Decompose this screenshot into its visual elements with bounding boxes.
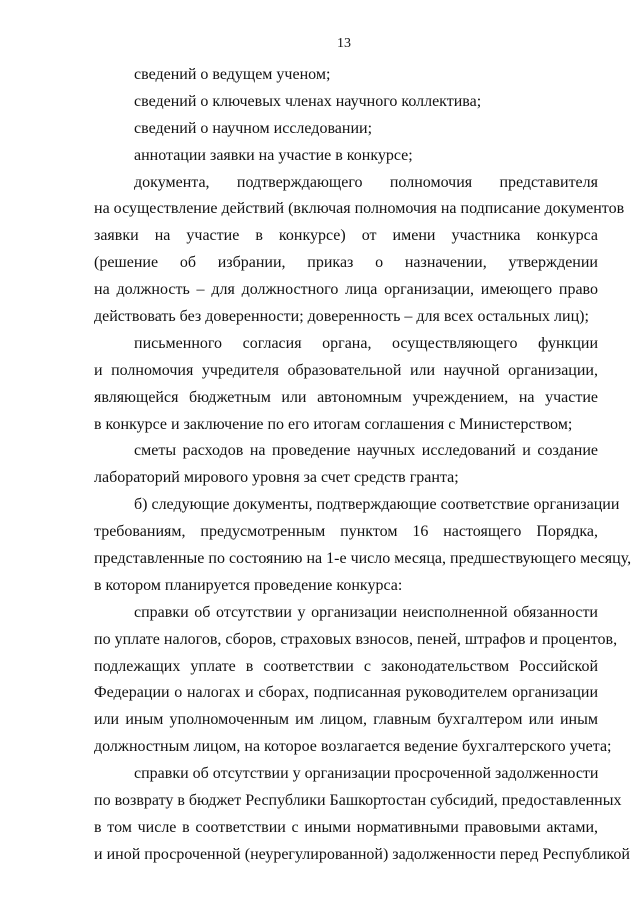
text-line: требованиям, предусмотренным пунктом 16 настоящего Порядка,: [94, 523, 598, 541]
text-line: или иным уполномоченным им лицом, главным бухгалтером или иным: [94, 711, 598, 729]
text-line: сметы расходов на проведение научных исследований и создание: [134, 442, 598, 460]
text-line: должностным лицом, на которое возлагается ведение бухгалтерского учета;: [94, 738, 612, 756]
text-line: на осуществление действий (включая полномочия на подписание документов: [94, 200, 625, 218]
paragraph: [94, 170, 625, 331]
text-line: заявки на участие в конкурсе) от имени участника конкурса: [94, 227, 598, 245]
page-number: 13: [337, 36, 351, 51]
text-line: (решение об избрании, приказ о назначении, утверждении: [94, 254, 598, 272]
text-line: справки об отсутствии у организации просроченной задолженности: [134, 765, 599, 783]
paragraph: [94, 143, 598, 170]
text-line: являющейся бюджетным или автономным учреждением, на участие: [94, 388, 598, 406]
text-line: документа, подтверждающего полномочия представителя: [134, 173, 598, 191]
paragraph: [94, 62, 598, 89]
text-line: в конкурсе и заключение по его итогам соглашения с Министерством;: [94, 415, 573, 433]
paragraph: [94, 492, 632, 600]
paragraph: [94, 761, 630, 869]
document-body: [94, 62, 632, 869]
text-line: аннотации заявки на участие в конкурсе;: [134, 146, 413, 164]
text-line: на должность – для должностного лица организации, имеющего право: [94, 281, 598, 299]
text-line: представленные по состоянию на 1-е число месяца, предшествующего месяцу,: [94, 550, 632, 568]
text-line: подлежащих уплате в соответствии с законодательством Российской: [94, 657, 598, 675]
paragraph: [94, 331, 598, 439]
text-line: и полномочия учредителя образовательной или научной организации,: [94, 361, 598, 379]
paragraph: [94, 89, 598, 116]
text-line: действовать без доверенности; доверенность – для всех остальных лиц);: [94, 308, 589, 326]
paragraph: [94, 116, 598, 143]
paragraph: [94, 600, 618, 761]
text-line: Федерации о налогах и сборах, подписанная руководителем организации: [94, 684, 598, 702]
text-line: б) следующие документы, подтверждающие соответствие организации: [134, 496, 620, 514]
text-line: по уплате налогов, сборов, страховых взносов, пеней, штрафов и процентов,: [94, 630, 618, 648]
text-line: и иной просроченной (неурегулированной) задолженности перед Республикой: [94, 845, 630, 863]
text-line: письменного согласия органа, осуществляющего функции: [134, 334, 598, 352]
text-line: по возврату в бюджет Республики Башкортостан субсидий, предоставленных: [94, 792, 622, 810]
text-line: лабораторий мирового уровня за счет средств гранта;: [94, 469, 459, 487]
paragraph: [94, 438, 598, 492]
text-line: сведений о ключевых членах научного коллектива;: [134, 92, 482, 110]
text-line: сведений о научном исследовании;: [134, 119, 373, 137]
text-line: в котором планируется проведение конкурса:: [94, 576, 403, 594]
text-line: в том числе в соответствии с иными нормативными правовыми актами,: [94, 818, 598, 836]
text-line: справки об отсутствии у организации неисполненной обязанности: [134, 603, 598, 621]
text-line: сведений о ведущем ученом;: [134, 66, 331, 83]
